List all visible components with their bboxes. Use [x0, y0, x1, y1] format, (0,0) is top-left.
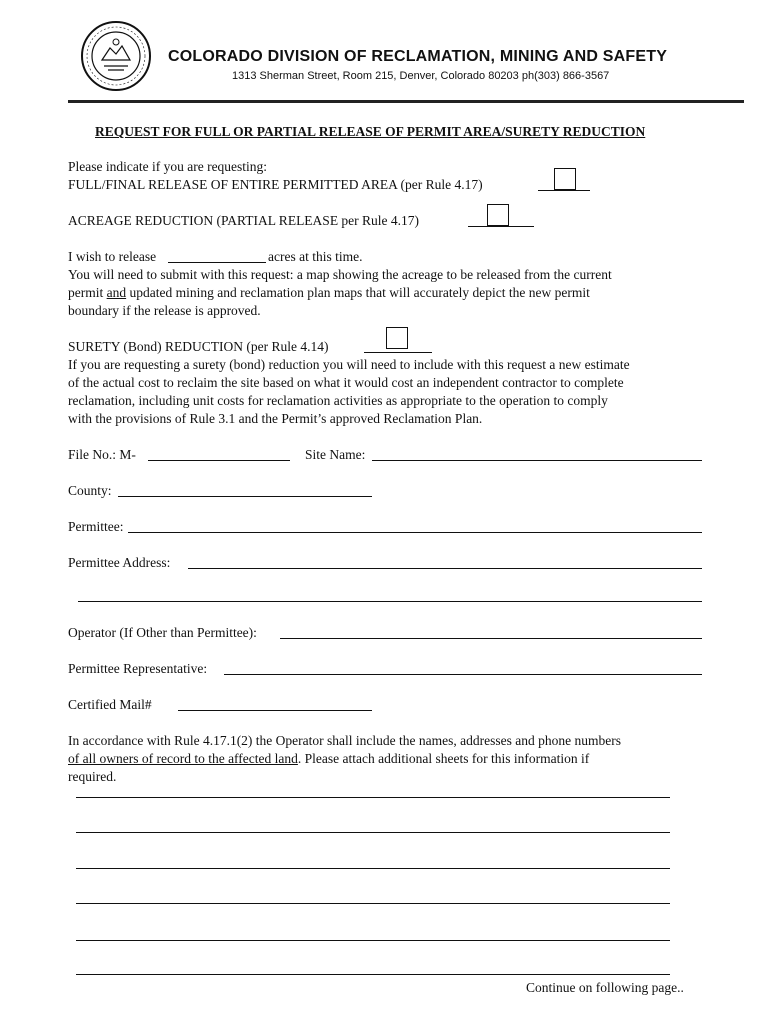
request-intro: Please indicate if you are requesting:: [68, 159, 268, 174]
operator-label: Operator (If Other than Permittee):: [68, 625, 257, 640]
representative-field[interactable]: [224, 674, 702, 675]
certified-mail-field[interactable]: [178, 710, 372, 711]
surety-instructions-line2: of the actual cost to reclaim the site based on what it would cost an independent contractor to complete: [68, 375, 624, 390]
surety-reduction-checkbox[interactable]: [386, 327, 408, 349]
agency-address: 1313 Sherman Street, Room 215, Denver, Colorado 80203 ph(303) 866-3567: [232, 70, 610, 82]
full-release-label: FULL/FINAL RELEASE OF ENTIRE PERMITTED AREA (per Rule 4.17): [68, 177, 483, 192]
owners-instructions-line2: of all owners of record to the affected land. Please attach additional sheets for this information if: [68, 751, 590, 766]
file-no-field[interactable]: [148, 460, 290, 461]
release-suffix: acres at this time.: [268, 249, 363, 264]
acreage-reduction-label: ACREAGE REDUCTION (PARTIAL RELEASE per Rule 4.17): [68, 213, 420, 228]
owners-instructions-line1: In accordance with Rule 4.17.1(2) the Operator shall include the names, addresses and phone numbers: [68, 733, 621, 748]
header-divider: [68, 100, 744, 103]
surety-reduction-line: [364, 352, 432, 353]
agency-name: COLORADO DIVISION OF RECLAMATION, MINING AND SAFETY: [168, 48, 668, 65]
continue-note: Continue on following page..: [526, 980, 684, 995]
submit-instructions-line3: boundary if the release is approved.: [68, 303, 261, 318]
submit-instructions-line2: permit and updated mining and reclamation plan maps that will accurately depict the new permit: [68, 285, 590, 300]
surety-instructions-line1: If you are requesting a surety (bond) reduction you will need to include with this request a new estimate: [68, 357, 630, 372]
permittee-label: Permittee:: [68, 519, 124, 534]
full-release-line: [538, 190, 590, 191]
owner-line-5[interactable]: [76, 940, 670, 941]
representative-label: Permittee Representative:: [68, 661, 208, 676]
operator-field[interactable]: [280, 638, 702, 639]
submit-instructions-line1: You will need to submit with this request: a map showing the acreage to be released from the current: [68, 267, 612, 282]
owner-line-2[interactable]: [76, 832, 670, 833]
permittee-address-field[interactable]: [188, 568, 702, 569]
release-acres-field[interactable]: [168, 262, 266, 263]
permittee-address-label: Permittee Address:: [68, 555, 171, 570]
site-name-label: Site Name:: [305, 447, 366, 462]
file-no-label: File No.: M-: [68, 447, 136, 462]
permittee-address-field-2[interactable]: [78, 601, 702, 602]
surety-reduction-label: SURETY (Bond) REDUCTION (per Rule 4.14): [68, 339, 329, 354]
form-title: REQUEST FOR FULL OR PARTIAL RELEASE OF PERMIT AREA/SURETY REDUCTION: [95, 124, 646, 139]
owners-instructions-line3: required.: [68, 769, 117, 784]
acreage-reduction-checkbox[interactable]: [487, 204, 509, 226]
owner-line-4[interactable]: [76, 903, 670, 904]
surety-instructions-line3: reclamation, including unit costs for reclamation activities as appropriate to the operation to comply: [68, 393, 608, 408]
full-release-checkbox[interactable]: [554, 168, 576, 190]
surety-instructions-line4: with the provisions of Rule 3.1 and the Permit’s approved Reclamation Plan.: [68, 411, 483, 426]
permittee-field[interactable]: [128, 532, 702, 533]
owner-line-3[interactable]: [76, 868, 670, 869]
site-name-field[interactable]: [372, 460, 702, 461]
release-prefix: I wish to release: [68, 249, 157, 264]
colorado-state-seal: [80, 20, 152, 92]
owner-line-1[interactable]: [76, 797, 670, 798]
acreage-reduction-line: [468, 226, 534, 227]
county-label: County:: [68, 483, 112, 498]
county-field[interactable]: [118, 496, 372, 497]
certified-mail-label: Certified Mail#: [68, 697, 152, 712]
owner-line-6[interactable]: [76, 974, 670, 975]
